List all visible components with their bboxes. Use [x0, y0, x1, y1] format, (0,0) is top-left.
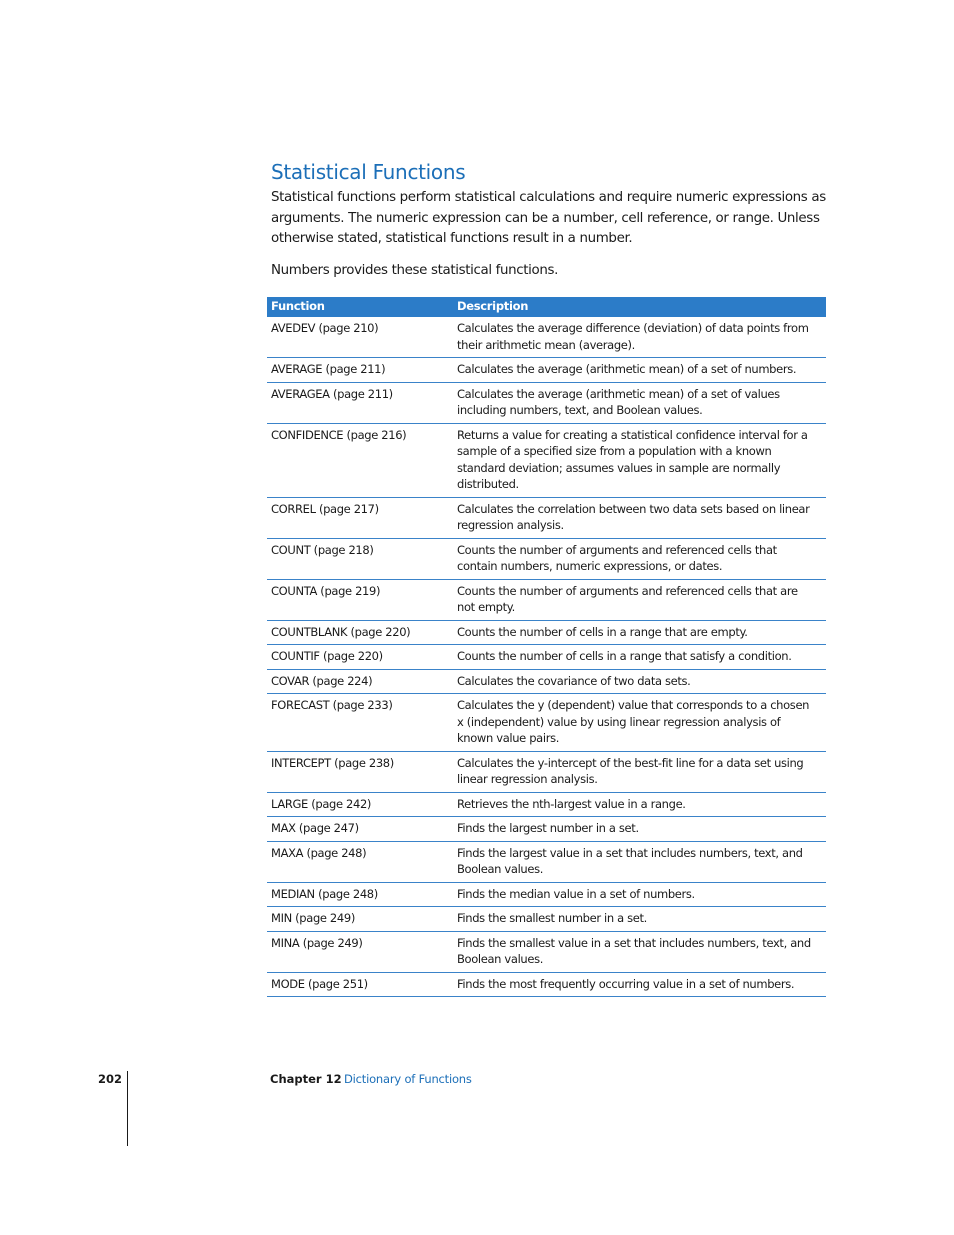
description-cell: Finds the smallest value in a set that includes numbers, text, and Boolean values.	[453, 931, 826, 972]
function-cell: AVERAGEA (page 211)	[267, 382, 453, 423]
table-row	[267, 751, 826, 792]
table-row	[267, 792, 826, 817]
function-cell: AVEDEV (page 210)	[267, 317, 453, 358]
function-cell: MAX (page 247)	[267, 817, 453, 842]
intro-paragraph-2: Numbers provides these statistical functions.	[271, 263, 559, 278]
table-row	[267, 317, 826, 358]
table-row	[267, 972, 826, 997]
description-cell: Calculates the average (arithmetic mean) of a set of values including numbers, text, and Boolean values.	[453, 382, 826, 423]
function-cell: CORREL (page 217)	[267, 497, 453, 538]
function-cell: FORECAST (page 233)	[267, 694, 453, 752]
functions-table	[267, 297, 826, 997]
description-cell: Finds the most frequently occurring value in a set of numbers.	[453, 972, 826, 997]
description-cell: Counts the number of arguments and referenced cells that contain numbers, numeric expressions, or dates.	[453, 538, 826, 579]
header-function: Function	[267, 297, 453, 317]
function-cell: INTERCEPT (page 238)	[267, 751, 453, 792]
chapter-label: Chapter 12	[270, 1072, 342, 1086]
function-cell: MIN (page 249)	[267, 907, 453, 932]
function-cell: COUNTA (page 219)	[267, 579, 453, 620]
function-cell: MAXA (page 248)	[267, 841, 453, 882]
function-cell: COVAR (page 224)	[267, 669, 453, 694]
description-cell: Finds the largest value in a set that includes numbers, text, and Boolean values.	[453, 841, 826, 882]
table-row	[267, 620, 826, 645]
description-cell: Counts the number of arguments and referenced cells that are not empty.	[453, 579, 826, 620]
description-cell: Calculates the y-intercept of the best-fit line for a data set using linear regression analysis.	[453, 751, 826, 792]
function-cell: AVERAGE (page 211)	[267, 358, 453, 383]
description-cell: Calculates the average (arithmetic mean) of a set of numbers.	[453, 358, 826, 383]
function-cell: COUNTIF (page 220)	[267, 645, 453, 670]
table-row	[267, 497, 826, 538]
description-cell: Calculates the covariance of two data sets.	[453, 669, 826, 694]
table-row	[267, 423, 826, 497]
description-cell: Calculates the average difference (deviation) of data points from their arithmetic mean (average).	[453, 317, 826, 358]
table-row	[267, 817, 826, 842]
table-row	[267, 931, 826, 972]
table-row	[267, 907, 826, 932]
table-row	[267, 669, 826, 694]
header-description: Description	[453, 297, 826, 317]
function-cell: MINA (page 249)	[267, 931, 453, 972]
function-cell: LARGE (page 242)	[267, 792, 453, 817]
description-cell: Retrieves the nth-largest value in a range.	[453, 792, 826, 817]
function-cell: COUNT (page 218)	[267, 538, 453, 579]
description-cell: Finds the median value in a set of numbers.	[453, 882, 826, 907]
table-row	[267, 841, 826, 882]
description-cell: Counts the number of cells in a range that are empty.	[453, 620, 826, 645]
description-cell: Finds the largest number in a set.	[453, 817, 826, 842]
intro-paragraph: Statistical functions perform statistical calculations and require numeric expressions as arguments. The numeric expression can be a number, cell reference, or range. Unless otherwise stated, statistical functions result in a number.	[271, 190, 826, 246]
description-cell: Calculates the y (dependent) value that corresponds to a chosen x (independent) value by using linear regression analysis of known value pairs.	[453, 694, 826, 752]
table-body	[267, 317, 826, 997]
table-header	[267, 297, 826, 317]
table-row	[267, 358, 826, 383]
function-cell: MODE (page 251)	[267, 972, 453, 997]
table-header-row	[267, 297, 826, 317]
page-number: 202	[98, 1072, 123, 1086]
description-cell: Calculates the correlation between two data sets based on linear regression analysis.	[453, 497, 826, 538]
table-row	[267, 579, 826, 620]
table-row	[267, 382, 826, 423]
table-row	[267, 882, 826, 907]
footer-divider	[127, 1071, 128, 1146]
description-cell: Counts the number of cells in a range that satisfy a condition.	[453, 645, 826, 670]
function-cell: MEDIAN (page 248)	[267, 882, 453, 907]
table-row	[267, 694, 826, 752]
table-row	[267, 538, 826, 579]
table-row	[267, 645, 826, 670]
description-cell: Finds the smallest number in a set.	[453, 907, 826, 932]
function-cell: COUNTBLANK (page 220)	[267, 620, 453, 645]
chapter-title-link[interactable]: Dictionary of Functions	[344, 1072, 472, 1086]
section-title: Statistical Functions	[271, 160, 466, 184]
description-cell: Returns a value for creating a statistical confidence interval for a sample of a specified size from a population with a known standard deviation; assumes values in sample are normally distributed.	[453, 423, 826, 497]
function-cell: CONFIDENCE (page 216)	[267, 423, 453, 497]
